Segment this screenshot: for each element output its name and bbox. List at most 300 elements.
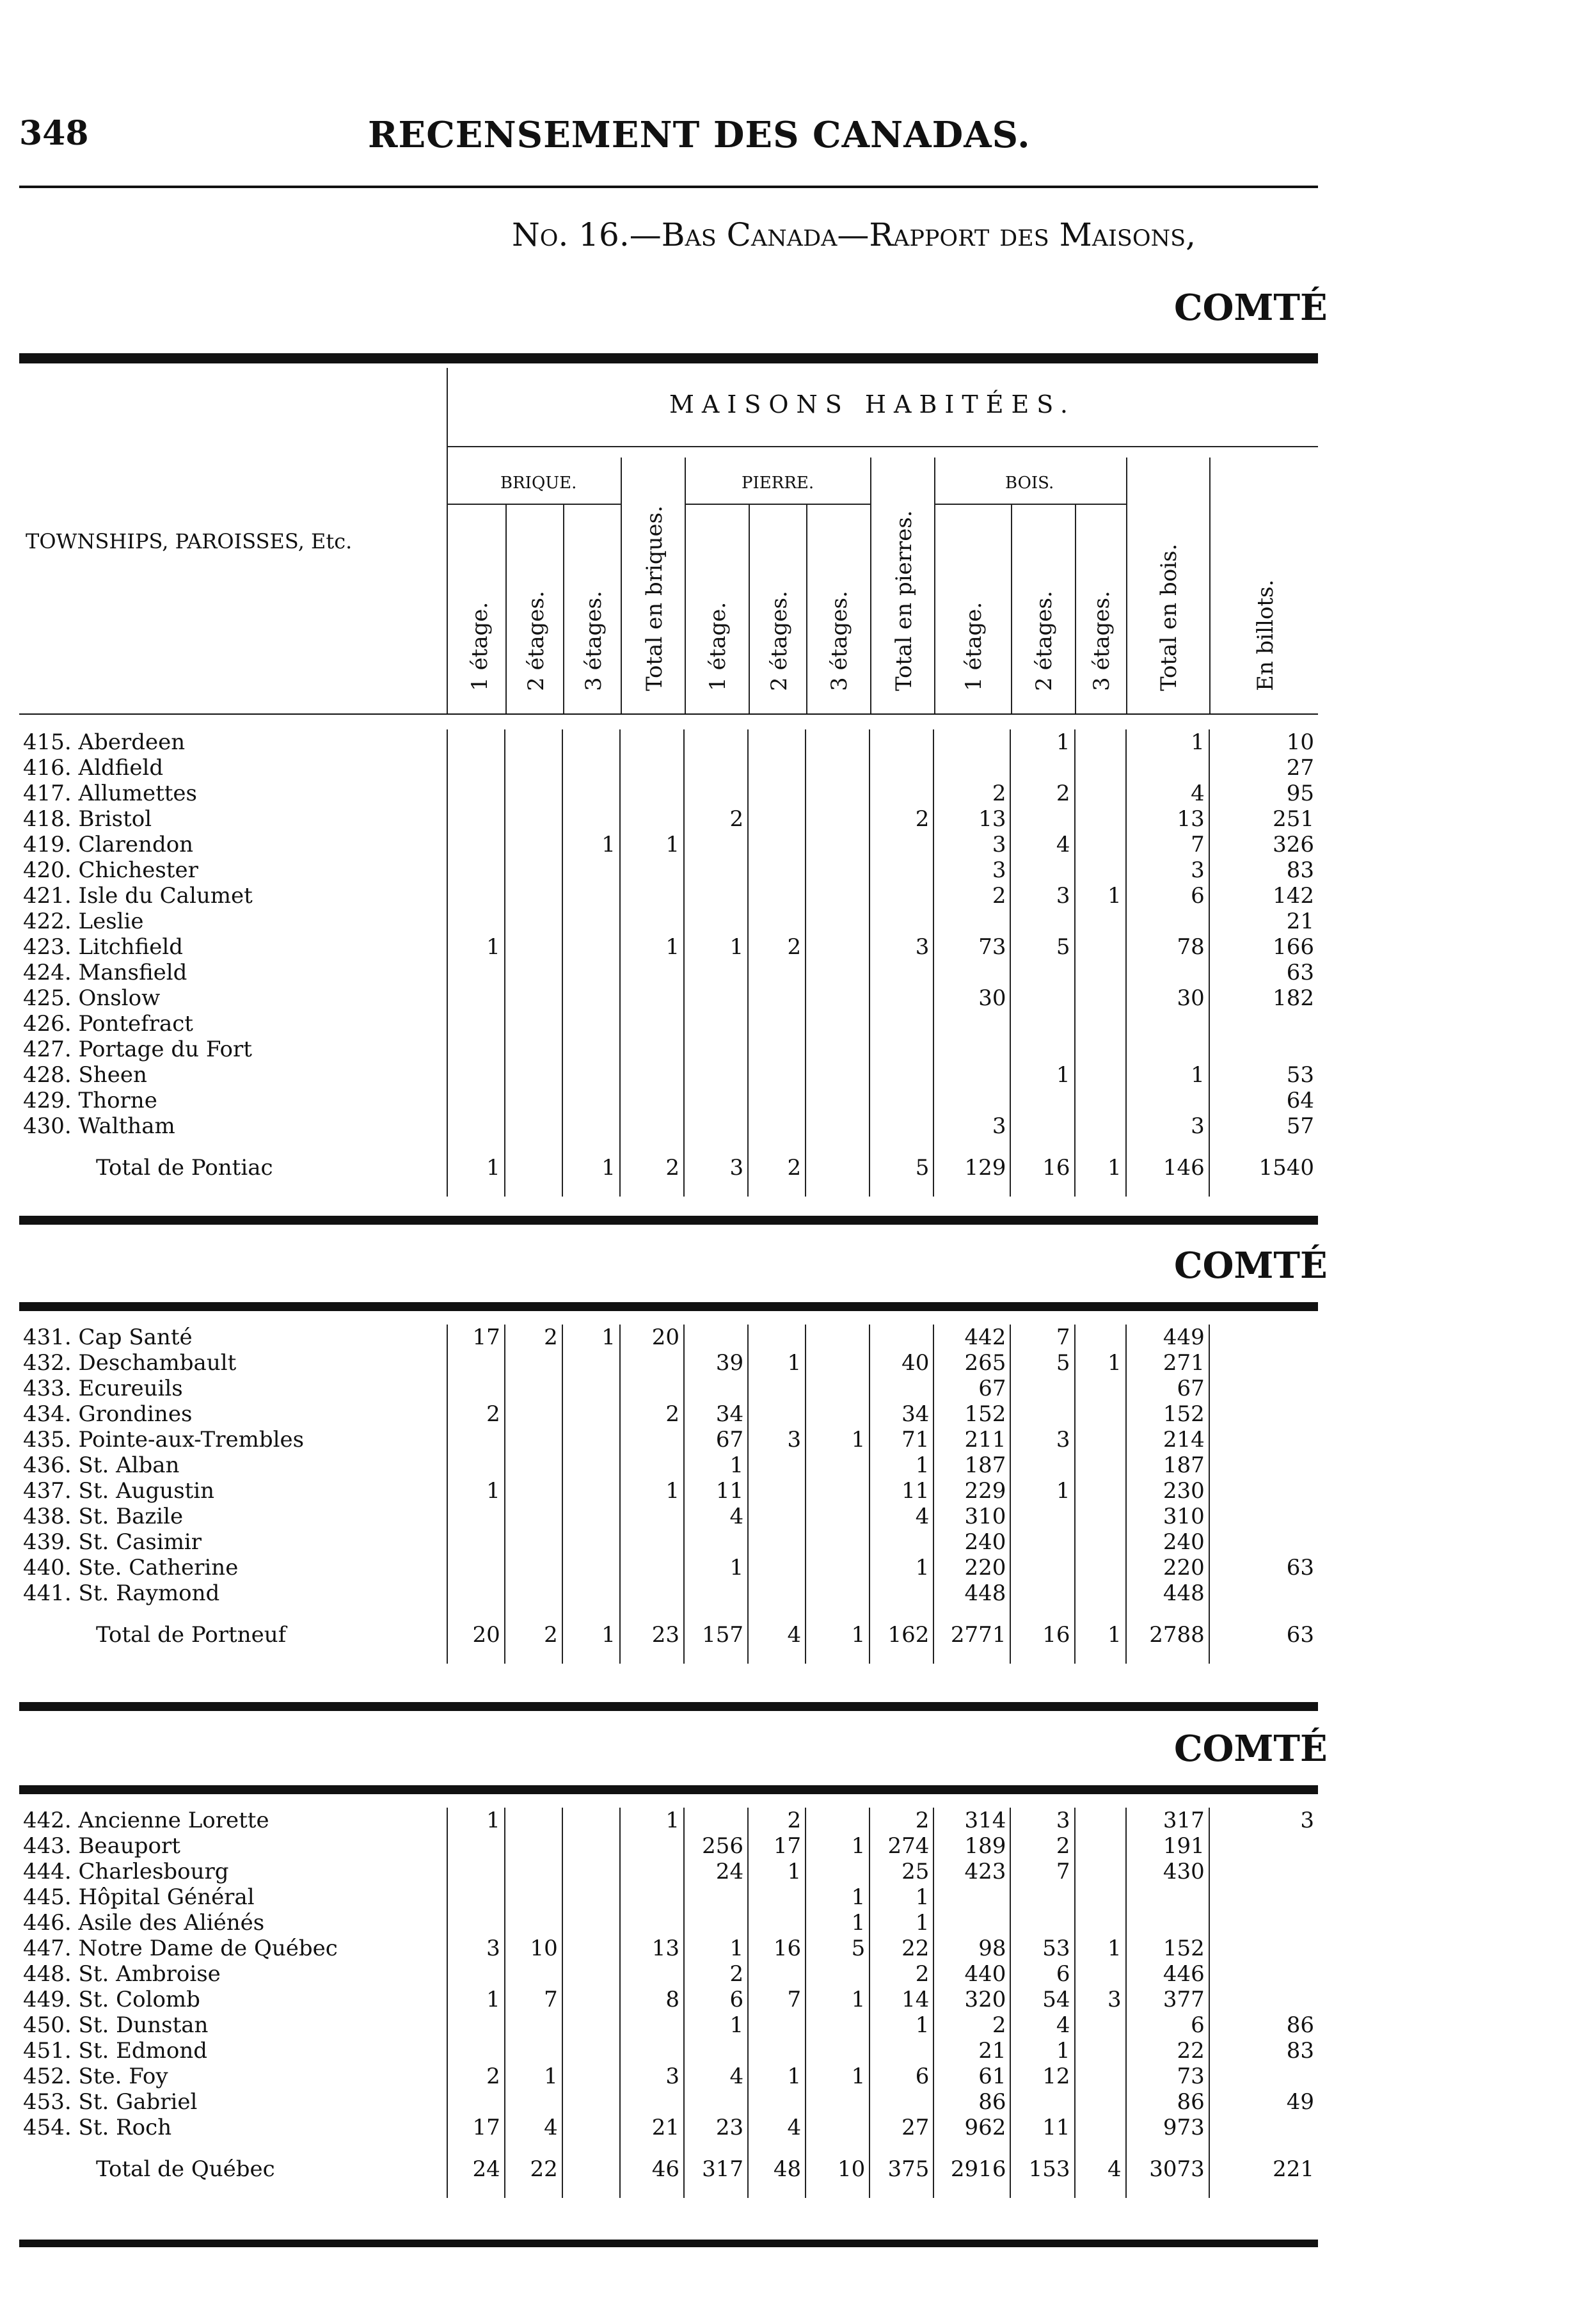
cell-value xyxy=(620,960,684,985)
cell-value xyxy=(562,934,620,960)
cell-value xyxy=(1010,1884,1074,1910)
cell-value xyxy=(806,2089,869,2115)
cell-value xyxy=(869,1011,933,1037)
cell-value: 1 xyxy=(869,1910,933,1936)
cell-value xyxy=(684,1884,748,1910)
cell-value xyxy=(869,883,933,909)
cell-value: 1 xyxy=(869,1452,933,1478)
cell-value xyxy=(684,960,748,985)
cell-value xyxy=(869,1376,933,1401)
row-name: 447. Notre Dame de Québec xyxy=(19,1936,447,1961)
cell-value: 142 xyxy=(1209,883,1318,909)
cell-value xyxy=(1075,806,1126,832)
cell-value: 34 xyxy=(684,1401,748,1427)
cell-value: 317 xyxy=(1126,1808,1209,1833)
cell-value: 2 xyxy=(933,2012,1010,2038)
cell-value xyxy=(1075,1808,1126,1833)
cell-value xyxy=(806,883,869,909)
cell-value xyxy=(1075,2012,1126,2038)
cell-value: 1 xyxy=(1126,1062,1209,1088)
cell-value xyxy=(1209,1833,1318,1859)
cell-value: 53 xyxy=(1010,1936,1074,1961)
cell-value: 4 xyxy=(748,2115,806,2140)
cell-value xyxy=(505,781,562,806)
cell-value xyxy=(684,2089,748,2115)
cell-value xyxy=(748,1529,806,1555)
cell-value xyxy=(1209,1350,1318,1376)
table-row xyxy=(19,909,1318,934)
cell-value: 11 xyxy=(684,1478,748,1504)
cell-value xyxy=(806,832,869,857)
table-row xyxy=(19,1427,1318,1452)
cell-value xyxy=(1075,1088,1126,1113)
cell-value: 6 xyxy=(1126,2012,1209,2038)
table-row xyxy=(19,2115,1318,2140)
cell-value xyxy=(447,960,505,985)
cell-value: 3 xyxy=(748,1427,806,1452)
cell-value: 86 xyxy=(1209,2012,1318,2038)
cell-value xyxy=(1075,832,1126,857)
cell-value: 317 xyxy=(684,2140,748,2198)
table-row xyxy=(19,1011,1318,1037)
row-name: 451. St. Edmond xyxy=(19,2038,447,2064)
cell-value: 430 xyxy=(1126,1859,1209,1884)
cell-value: 191 xyxy=(1126,1833,1209,1859)
cell-value: 1540 xyxy=(1209,1139,1318,1197)
col-header-11: 3 étages. xyxy=(1089,591,1115,691)
cell-value: 1 xyxy=(684,2012,748,2038)
section-rule-6 xyxy=(19,2240,1318,2247)
cell-value xyxy=(505,1037,562,1062)
cell-value xyxy=(1010,909,1074,934)
cell-value xyxy=(505,1350,562,1376)
cell-value xyxy=(620,755,684,781)
cell-value xyxy=(447,832,505,857)
row-name: 426. Pontefract xyxy=(19,1011,447,1037)
cell-value xyxy=(1126,1910,1209,1936)
row-name: 454. St. Roch xyxy=(19,2115,447,2140)
cell-value xyxy=(562,2064,620,2089)
cell-value: 310 xyxy=(1126,1504,1209,1529)
col-header-4: Total en briques. xyxy=(642,505,667,691)
cell-value: 1 xyxy=(1010,1478,1074,1504)
cell-value: 7 xyxy=(1010,1859,1074,1884)
cell-value: 1 xyxy=(806,1987,869,2012)
table-row xyxy=(19,985,1318,1011)
row-name: 431. Cap Santé xyxy=(19,1325,447,1350)
row-name: 450. St. Dunstan xyxy=(19,2012,447,2038)
portneuf-table xyxy=(19,1325,1318,1664)
cell-value: 3 xyxy=(933,832,1010,857)
cell-value xyxy=(806,1062,869,1088)
cell-value xyxy=(1209,1452,1318,1478)
cell-value xyxy=(748,909,806,934)
cell-value xyxy=(447,1376,505,1401)
table-row xyxy=(19,1910,1318,1936)
cell-value xyxy=(806,1452,869,1478)
cell-value xyxy=(562,1037,620,1062)
cell-value: 4 xyxy=(1010,832,1074,857)
cell-value xyxy=(1075,909,1126,934)
cell-value xyxy=(562,1062,620,1088)
col-header-7: 3 étages. xyxy=(827,591,852,691)
row-name: 452. Ste. Foy xyxy=(19,2064,447,2089)
cell-value: 4 xyxy=(1010,2012,1074,2038)
cell-value xyxy=(1010,1376,1074,1401)
cell-value xyxy=(505,960,562,985)
cell-value: 1 xyxy=(447,1478,505,1504)
cell-value xyxy=(562,781,620,806)
cell-value xyxy=(806,960,869,985)
cell-value xyxy=(1075,781,1126,806)
cell-value xyxy=(505,1884,562,1910)
cell-value: 221 xyxy=(1209,2140,1318,2198)
cell-value xyxy=(933,729,1010,755)
cell-value xyxy=(447,1555,505,1580)
comte-heading-3: COMTÉ xyxy=(1174,1728,1328,1770)
cell-value xyxy=(806,1113,869,1139)
cell-value xyxy=(684,2038,748,2064)
cell-value: 86 xyxy=(933,2089,1010,2115)
row-name: 421. Isle du Calumet xyxy=(19,883,447,909)
cell-value xyxy=(748,832,806,857)
table-row xyxy=(19,1088,1318,1113)
table-row xyxy=(19,729,1318,755)
cell-value xyxy=(1010,1113,1074,1139)
cell-value xyxy=(1209,1504,1318,1529)
cell-value xyxy=(748,1401,806,1427)
cell-value xyxy=(1209,1987,1318,2012)
col-header-9: 1 étage. xyxy=(961,601,987,691)
row-name: Total de Portneuf xyxy=(19,1606,447,1664)
cell-value xyxy=(1010,1011,1074,1037)
cell-value: 1 xyxy=(620,934,684,960)
row-name: 430. Waltham xyxy=(19,1113,447,1139)
cell-value: 5 xyxy=(806,1936,869,1961)
cell-value xyxy=(1075,1580,1126,1606)
cell-value xyxy=(562,883,620,909)
cell-value: 251 xyxy=(1209,806,1318,832)
cell-value xyxy=(748,806,806,832)
cell-value xyxy=(869,857,933,883)
cell-value: 22 xyxy=(869,1936,933,1961)
cell-value xyxy=(1209,1936,1318,1961)
row-label-header: TOWNSHIPS, PAROISSES, Etc. xyxy=(26,529,353,553)
cell-value: 53 xyxy=(1209,1062,1318,1088)
cell-value xyxy=(620,1062,684,1088)
cell-value xyxy=(806,1808,869,1833)
cell-value xyxy=(505,1113,562,1139)
cell-value xyxy=(562,909,620,934)
cell-value xyxy=(806,1401,869,1427)
cell-value: 22 xyxy=(505,2140,562,2198)
cell-value: 187 xyxy=(933,1452,1010,1478)
cell-value xyxy=(933,909,1010,934)
pierre-header: PIERRE. xyxy=(742,474,814,493)
cell-value: 5 xyxy=(1010,1350,1074,1376)
cell-value xyxy=(562,1452,620,1478)
cell-value: 3 xyxy=(1126,1113,1209,1139)
cell-value: 16 xyxy=(1010,1606,1074,1664)
cell-value xyxy=(806,806,869,832)
cell-value: 1 xyxy=(684,934,748,960)
cell-value: 1 xyxy=(562,832,620,857)
cell-value: 2771 xyxy=(933,1606,1010,1664)
cell-value: 2788 xyxy=(1126,1606,1209,1664)
cell-value: 1 xyxy=(1075,1936,1126,1961)
running-title: RECENSEMENT DES CANADAS. xyxy=(368,114,1031,156)
cell-value: 5 xyxy=(1010,934,1074,960)
cell-value xyxy=(748,857,806,883)
cell-value xyxy=(1075,2115,1126,2140)
cell-value xyxy=(684,857,748,883)
table-row xyxy=(19,1961,1318,1987)
cell-value: 78 xyxy=(1126,934,1209,960)
cell-value xyxy=(1010,1037,1074,1062)
cell-value xyxy=(447,1062,505,1088)
table-row xyxy=(19,1859,1318,1884)
cell-value xyxy=(1209,1580,1318,1606)
cell-value: 73 xyxy=(1126,2064,1209,2089)
cell-value xyxy=(1075,1011,1126,1037)
cell-value xyxy=(505,1376,562,1401)
cell-value: 27 xyxy=(869,2115,933,2140)
cell-value: 3 xyxy=(1075,1987,1126,2012)
cell-value xyxy=(505,1504,562,1529)
cell-value: 152 xyxy=(1126,1401,1209,1427)
cell-value: 1 xyxy=(684,1452,748,1478)
quebec-table xyxy=(19,1808,1318,2198)
cell-value: 1 xyxy=(505,2064,562,2089)
row-name: 453. St. Gabriel xyxy=(19,2089,447,2115)
cell-value: 2 xyxy=(684,806,748,832)
cell-value xyxy=(748,2089,806,2115)
cell-value xyxy=(505,2012,562,2038)
cell-value: 240 xyxy=(1126,1529,1209,1555)
cell-value xyxy=(447,1884,505,1910)
cell-value xyxy=(562,1504,620,1529)
cell-value xyxy=(806,755,869,781)
cell-value: 166 xyxy=(1209,934,1318,960)
cell-value: 67 xyxy=(933,1376,1010,1401)
cell-value xyxy=(1075,960,1126,985)
cell-value: 46 xyxy=(620,2140,684,2198)
cell-value xyxy=(1075,934,1126,960)
cell-value: 2 xyxy=(748,934,806,960)
row-name: 424. Mansfield xyxy=(19,960,447,985)
cell-value: 1 xyxy=(1010,729,1074,755)
cell-value xyxy=(562,1427,620,1452)
cell-value: 7 xyxy=(748,1987,806,2012)
cell-value: 23 xyxy=(684,2115,748,2140)
cell-value: 2 xyxy=(933,883,1010,909)
cell-value xyxy=(1075,1478,1126,1504)
cell-value: 22 xyxy=(1126,2038,1209,2064)
cell-value: 2 xyxy=(1010,781,1074,806)
cell-value: 6 xyxy=(869,2064,933,2089)
cell-value: 2 xyxy=(620,1401,684,1427)
row-name: 422. Leslie xyxy=(19,909,447,934)
cell-value: 3073 xyxy=(1126,2140,1209,2198)
cell-value xyxy=(620,1011,684,1037)
table-row xyxy=(19,1350,1318,1376)
total-row xyxy=(19,1606,1318,1664)
cell-value xyxy=(869,2038,933,2064)
cell-value: 3 xyxy=(620,2064,684,2089)
cell-value xyxy=(1075,1452,1126,1478)
table-row xyxy=(19,2089,1318,2115)
header-rule xyxy=(19,186,1318,188)
cell-value xyxy=(806,1504,869,1529)
cell-value xyxy=(447,1350,505,1376)
row-name: 439. St. Casimir xyxy=(19,1529,447,1555)
cell-value: 6 xyxy=(684,1987,748,2012)
row-name: 415. Aberdeen xyxy=(19,729,447,755)
cell-value xyxy=(447,1529,505,1555)
table-row xyxy=(19,1884,1318,1910)
cell-value xyxy=(1209,1529,1318,1555)
cell-value xyxy=(620,1427,684,1452)
cell-value: 1 xyxy=(447,934,505,960)
cell-value xyxy=(806,1555,869,1580)
cell-value xyxy=(620,781,684,806)
cell-value xyxy=(869,1580,933,1606)
cell-value xyxy=(447,1504,505,1529)
cell-value xyxy=(620,1555,684,1580)
comte-heading-2: COMTÉ xyxy=(1174,1245,1328,1287)
cell-value: 2 xyxy=(505,1606,562,1664)
cell-value xyxy=(562,1833,620,1859)
cell-value: 11 xyxy=(869,1478,933,1504)
cell-value xyxy=(620,1859,684,1884)
cell-value xyxy=(562,1529,620,1555)
table-row xyxy=(19,934,1318,960)
cell-value: 1 xyxy=(1075,1350,1126,1376)
cell-value: 71 xyxy=(869,1427,933,1452)
table-row xyxy=(19,1504,1318,1529)
cell-value xyxy=(684,1808,748,1833)
cell-value xyxy=(1209,1401,1318,1427)
cell-value xyxy=(1209,1325,1318,1350)
cell-value xyxy=(505,1529,562,1555)
cell-value: 3 xyxy=(933,857,1010,883)
cell-value xyxy=(806,729,869,755)
cell-value xyxy=(869,1037,933,1062)
cell-value: 4 xyxy=(1126,781,1209,806)
brique-header: BRIQUE. xyxy=(500,474,577,493)
cell-value xyxy=(806,781,869,806)
section-rule-3 xyxy=(19,1302,1318,1311)
cell-value xyxy=(933,960,1010,985)
cell-value: 57 xyxy=(1209,1113,1318,1139)
cell-value xyxy=(933,1062,1010,1088)
cell-value xyxy=(1209,1859,1318,1884)
row-name: 434. Grondines xyxy=(19,1401,447,1427)
cell-value xyxy=(1209,1884,1318,1910)
cell-value xyxy=(505,985,562,1011)
cell-value xyxy=(748,2012,806,2038)
cell-value xyxy=(933,1088,1010,1113)
cell-value: 1 xyxy=(1010,2038,1074,2064)
section-rule-5 xyxy=(19,1785,1318,1794)
cell-value: 2 xyxy=(869,806,933,832)
cell-value: 3 xyxy=(1010,1427,1074,1452)
table-row xyxy=(19,1529,1318,1555)
cell-value xyxy=(505,2038,562,2064)
cell-value xyxy=(620,883,684,909)
cell-value xyxy=(620,1037,684,1062)
cell-value xyxy=(447,2089,505,2115)
cell-value xyxy=(869,755,933,781)
cell-value: 30 xyxy=(933,985,1010,1011)
row-name: 418. Bristol xyxy=(19,806,447,832)
row-name: 442. Ancienne Lorette xyxy=(19,1808,447,1833)
cell-value: 214 xyxy=(1126,1427,1209,1452)
cell-value xyxy=(684,985,748,1011)
cell-value: 2 xyxy=(869,1961,933,1987)
row-name: 423. Litchfield xyxy=(19,934,447,960)
pontiac-table xyxy=(19,729,1318,1197)
cell-value: 3 xyxy=(684,1139,748,1197)
group-header: MAISONS HABITÉES. xyxy=(669,390,1076,418)
table-row xyxy=(19,1555,1318,1580)
cell-value: 442 xyxy=(933,1325,1010,1350)
cell-value xyxy=(1075,755,1126,781)
cell-value: 1 xyxy=(447,1987,505,2012)
cell-value xyxy=(1075,1529,1126,1555)
cell-value xyxy=(505,1062,562,1088)
cell-value: 2 xyxy=(748,1139,806,1197)
cell-value xyxy=(562,1376,620,1401)
cell-value: 17 xyxy=(748,1833,806,1859)
row-name: 437. St. Augustin xyxy=(19,1478,447,1504)
table-row xyxy=(19,1325,1318,1350)
cell-value: 377 xyxy=(1126,1987,1209,2012)
cell-value xyxy=(684,1062,748,1088)
cell-value: 265 xyxy=(933,1350,1010,1376)
cell-value xyxy=(869,1088,933,1113)
cell-value xyxy=(1209,1478,1318,1504)
cell-value xyxy=(447,806,505,832)
cell-value xyxy=(1075,1910,1126,1936)
cell-value: 153 xyxy=(1010,2140,1074,2198)
cell-value xyxy=(748,1478,806,1504)
cell-value xyxy=(620,2012,684,2038)
cell-value xyxy=(684,1325,748,1350)
cell-value xyxy=(806,1961,869,1987)
cell-value xyxy=(562,1113,620,1139)
row-name: Total de Pontiac xyxy=(19,1139,447,1197)
table-row xyxy=(19,2038,1318,2064)
cell-value: 1 xyxy=(748,1859,806,1884)
cell-value xyxy=(505,832,562,857)
cell-value xyxy=(447,985,505,1011)
cell-value xyxy=(620,1088,684,1113)
cell-value xyxy=(447,2012,505,2038)
cell-value: 2 xyxy=(620,1139,684,1197)
cell-value: 3 xyxy=(1010,883,1074,909)
cell-value xyxy=(684,729,748,755)
cell-value xyxy=(447,755,505,781)
cell-value xyxy=(806,1529,869,1555)
cell-value: 274 xyxy=(869,1833,933,1859)
cell-value: 16 xyxy=(748,1936,806,1961)
cell-value: 12 xyxy=(1010,2064,1074,2089)
cell-value: 1 xyxy=(447,1808,505,1833)
cell-value xyxy=(505,755,562,781)
cell-value xyxy=(505,1555,562,1580)
row-name: 446. Asile des Aliénés xyxy=(19,1910,447,1936)
